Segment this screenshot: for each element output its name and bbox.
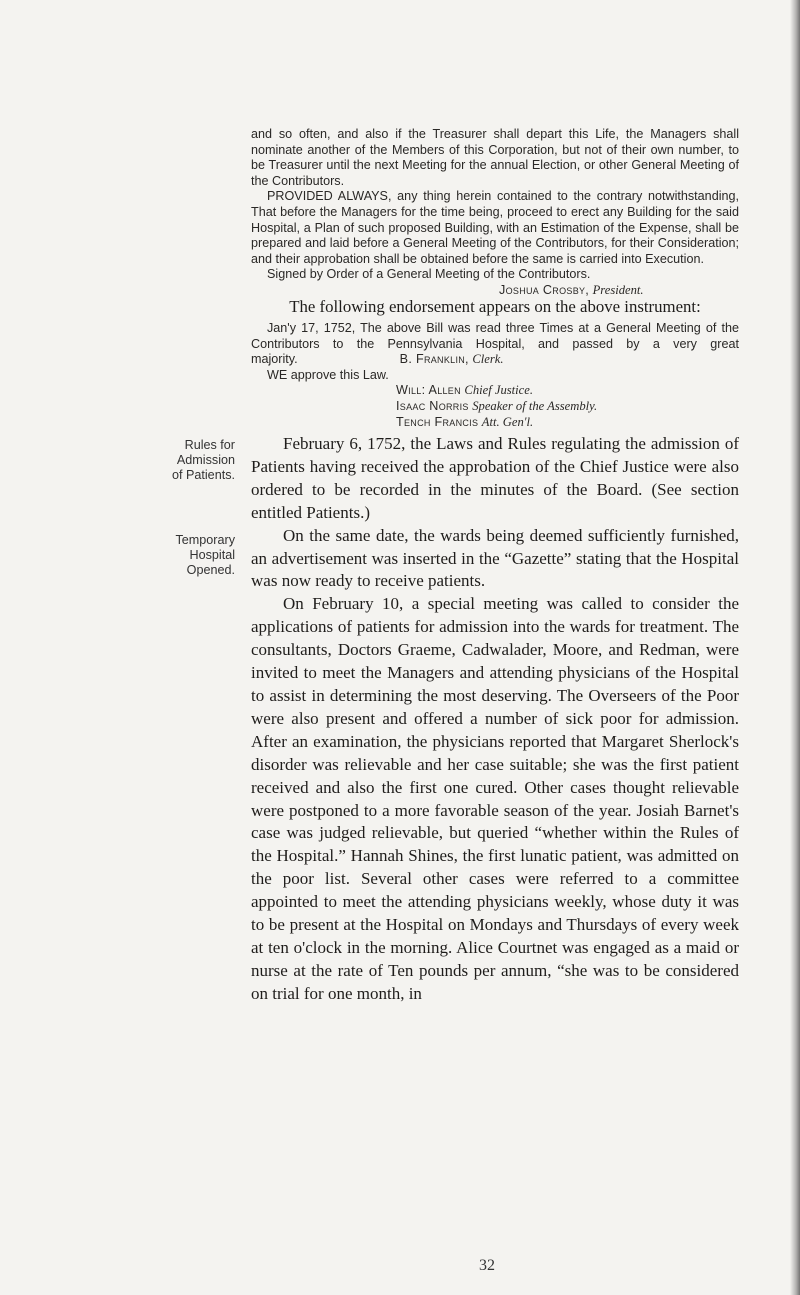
endorsement-text: Jan'y 17, 1752, The above Bill was read three Times at a General Meeting of the Contributors to the Pennsylvania Hospital, and passed by a very great majority.: [251, 321, 739, 367]
president-title: President.: [592, 282, 644, 297]
main-paragraph-3: On February 10, a special meeting was called to consider the applications of patients for admission into the wards for treatment. The consultants, Doctors Graeme, Cadwalader, Moore, and Redman, were invited to meet the Managers and attending physicians of the Hospital to assist in determining the most deserving. The Overseers of the Poor were also present and offered a number of sick poor for admission. After an examination, the physicians reported that Margaret Sherlock's disorder was relievable and her case suitable; she was the first patient received and also the first one cured. Other cases thought relievable were postponed to a more favorable season of the year. Josiah Barnet's case was judged relievable, but queried “whether within the Rules of the Hospital.” Hannah Shines, the first lunatic patient, was admitted on the poor list. Several other cases were referred to a committee appointed to meet the attending physicians weekly, whose duty it was to be present at the Hospital on Mondays and Thursdays of every week at ten o'clock in the morning. Alice Courtnet was engaged as a maid or nurse at the rate of Ten pounds per annum, “she was to be considered on trial for one month, in: [251, 594, 739, 1003]
signatory-1-name: Will: Allen: [396, 383, 461, 398]
margin-note-line: Hospital: [189, 548, 235, 563]
signed-line: Signed by Order of a General Meeting of the Contributors.: [267, 267, 591, 282]
endorsement-heading: The following endorsement appears on the above instrument:: [289, 297, 701, 316]
signatory-1-title: Chief Justice.: [464, 383, 533, 398]
margin-note-line: of Patients.: [171, 468, 235, 483]
clerk-title: Clerk.: [472, 352, 504, 367]
endorsement-section: [251, 321, 739, 430]
signatory-3-name: Tench Francis: [396, 414, 479, 429]
clerk-signature: [298, 352, 504, 366]
clerk-name: B. Franklin,: [399, 352, 469, 367]
margin-note-line: Opened.: [186, 563, 235, 578]
top-paragraph-2: PROVIDED ALWAYS, any thing herein contained to the contrary notwithstanding, That before the Managers for the time being, proceed to erect any Building for the said Hospital, a Plan of such proposed Building, with an Estimation of the Expense, shall be prepared and laid before a General Meeting of the Contributors, for their Consideration; and their approbation shall be obtained before the same is carried into Execution.: [251, 189, 739, 266]
margin-note-rules: [172, 438, 235, 484]
margin-note-line: Admission: [176, 453, 235, 468]
endorsement-paragraph: [251, 321, 739, 368]
approve-line: WE approve this Law.: [267, 367, 389, 382]
main-paragraph-1: February 6, 1752, the Laws and Rules regulating the admission of Patients having received the approbation of the Chief Justice were also ordered to be recorded in the minutes of the Board. (See section entitled Patients.): [251, 434, 739, 522]
main-text: [251, 433, 739, 1006]
signatory-3-title: Att. Gen'l.: [481, 414, 534, 429]
signatory-2: [251, 399, 739, 415]
top-section: [251, 127, 739, 299]
page-edge-shadow: [790, 0, 800, 1295]
margin-note-hospital: [176, 533, 236, 579]
top-paragraph-1: and so often, and also if the Treasurer shall depart this Life, the Managers shall nominate another of the Members of this Corporation, but not of their own number, to be Treasurer until the next Meeting for the annual Election, or other General Meeting of the Contributors.: [251, 127, 739, 188]
president-name: Joshua Crosby,: [499, 282, 590, 297]
main-paragraph-2: On the same date, the wards being deemed sufficiently furnished, an advertisement was inserted in the “Gazette” stating that the Hospital was now ready to receive patients.: [251, 525, 739, 591]
signatory-2-name: Isaac Norris: [396, 398, 469, 413]
margin-note-line: Temporary: [175, 533, 235, 547]
margin-note-line: Rules for: [184, 438, 235, 452]
signatory-3: [251, 415, 739, 431]
signatory-2-title: Speaker of the Assembly.: [472, 398, 598, 413]
page-number: 32: [479, 1257, 495, 1274]
signatory-1: [251, 383, 739, 399]
